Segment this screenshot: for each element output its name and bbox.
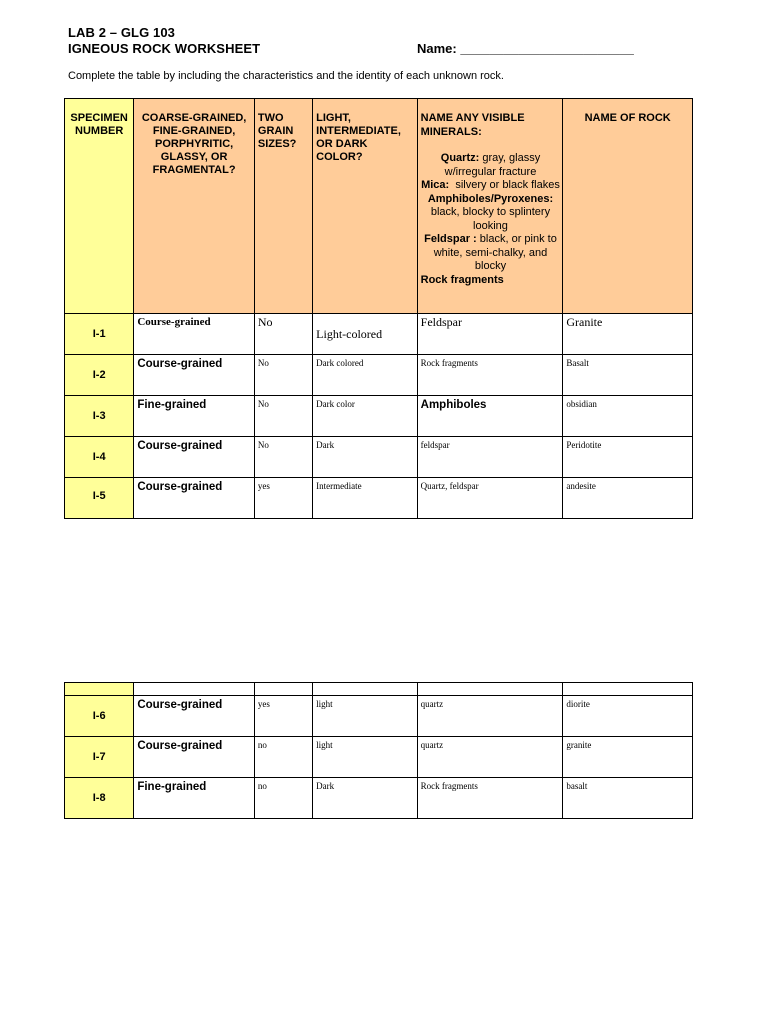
rock-table-2 [64,682,693,819]
minerals-mica [421,179,561,193]
table-header-row [65,99,693,314]
rock-name-cell[interactable] [563,314,693,355]
minerals-value: Rock fragments [420,358,478,368]
header-minerals-title: NAME ANY VISIBLE MINERALS: [420,112,525,138]
header-minerals [417,99,563,314]
two-grain-cell[interactable] [254,478,312,519]
rock-name-value: andesite [566,481,596,491]
blank-cell [134,683,255,696]
blank-cell [313,683,417,696]
specimen-label: I-3 [92,410,106,422]
blank-cell [254,683,312,696]
header-grain [134,99,255,314]
minerals-value: Amphiboles [420,399,487,411]
grain-cell[interactable] [134,314,255,355]
minerals-cell[interactable] [417,437,563,478]
rock-name-cell[interactable] [563,778,693,819]
grain-value: Fine-grained [137,781,207,793]
table-row [65,314,693,355]
table-row [65,396,693,437]
grain-value: Course-grained [137,316,211,328]
specimen-label: I-4 [92,451,106,463]
blank-cell [563,683,693,696]
rock-name-cell[interactable] [563,355,693,396]
table-row [65,696,693,737]
header-specimen [65,99,134,314]
table-row [65,478,693,519]
grain-cell[interactable] [134,396,255,437]
specimen-label: I-6 [92,710,106,722]
rock-name-value: Peridotite [566,440,602,450]
feldspar-desc: black, or pink to white, semi-chalky, and blocky [433,233,557,272]
minerals-value: quartz [420,740,444,750]
minerals-value: Quartz, feldspar [420,481,479,491]
two-grain-cell[interactable] [254,355,312,396]
color-value: Intermediate [316,481,362,491]
color-cell[interactable] [313,478,417,519]
specimen-label: I-1 [92,328,106,340]
header-specimen-label: SPECIMEN NUMBER [70,112,128,137]
color-value: Dark [316,440,335,450]
quartz-desc: gray, glassy w/irregular fracture [444,152,541,178]
color-value: Light-colored [316,327,383,341]
color-cell[interactable] [313,355,417,396]
minerals-cell[interactable] [417,478,563,519]
specimen-cell [65,437,134,478]
rock-name-value: diorite [566,699,590,709]
specimen-label: I-2 [92,369,106,381]
table-row [65,737,693,778]
minerals-cell[interactable] [417,396,563,437]
grain-cell[interactable] [134,478,255,519]
minerals-cell[interactable] [417,696,563,737]
minerals-value: Feldspar [420,315,462,329]
specimen-cell [65,355,134,396]
rock-name-value: granite [566,740,592,750]
specimen-cell [65,683,134,696]
blank-cell [417,683,563,696]
specimen-cell [65,396,134,437]
minerals-cell[interactable] [417,778,563,819]
two-grain-value: yes [257,699,270,709]
two-grain-value: yes [257,481,270,491]
table-row [65,437,693,478]
worksheet-course-title: LAB 2 – GLG 103 [68,25,175,40]
minerals-feldspar [421,233,561,274]
two-grain-value: no [257,781,267,791]
minerals-cell[interactable] [417,737,563,778]
minerals-amphiboles [421,193,561,234]
rock-name-cell[interactable] [563,478,693,519]
grain-value: Course-grained [137,440,223,452]
grain-value: Fine-grained [137,399,207,411]
specimen-label: I-8 [92,792,106,804]
table-continuation-row [65,683,693,696]
color-value: light [316,740,333,750]
grain-value: Course-grained [137,699,223,711]
grain-cell[interactable] [134,355,255,396]
amphiboles-desc: black, blocky to splintery looking [430,206,551,232]
rock-name-cell[interactable] [563,737,693,778]
two-grain-cell[interactable] [254,737,312,778]
grain-value: Course-grained [137,740,223,752]
grain-value: Course-grained [137,358,223,370]
specimen-cell [65,478,134,519]
rock-name-value: basalt [566,781,588,791]
color-value: Dark colored [316,358,364,368]
mica-desc: silvery or black flakes [455,179,560,191]
color-value: Dark color [316,399,355,409]
color-cell[interactable] [313,314,417,355]
header-rock-name-label: NAME OF ROCK [584,112,671,124]
minerals-cell[interactable] [417,314,563,355]
specimen-cell [65,696,134,737]
color-cell[interactable] [313,437,417,478]
color-cell[interactable] [313,778,417,819]
header-grain-label: COARSE-GRAINED, FINE-GRAINED, PORPHYRITIC, GLASSY, OR FRAGMENTAL? [141,112,247,176]
minerals-value: Rock fragments [420,781,478,791]
quartz-label: Quartz: [440,152,480,164]
worksheet-title: IGNEOUS ROCK WORKSHEET [68,41,261,56]
two-grain-cell[interactable] [254,696,312,737]
two-grain-value: no [257,740,267,750]
header-two-grain-label: TWO GRAIN SIZES? [257,112,297,150]
color-value: Dark [316,781,335,791]
grain-cell[interactable] [134,737,255,778]
two-grain-value: No [257,440,269,450]
grain-cell[interactable] [134,696,255,737]
rock-name-cell[interactable] [563,396,693,437]
rock-table-1 [64,98,693,519]
specimen-label: I-7 [92,751,106,763]
color-value: light [316,699,333,709]
two-grain-cell[interactable] [254,778,312,819]
rock-name-cell[interactable] [563,437,693,478]
two-grain-cell[interactable] [254,314,312,355]
rock-fragments-label: Rock fragments [420,273,504,286]
header-two-grain [254,99,312,314]
two-grain-cell[interactable] [254,396,312,437]
mica-label: Mica: [421,179,450,191]
color-cell[interactable] [313,696,417,737]
two-grain-value: No [257,315,273,329]
table-row [65,778,693,819]
grain-value: Course-grained [137,481,223,493]
grain-cell[interactable] [134,778,255,819]
table-row [65,355,693,396]
specimen-cell [65,778,134,819]
two-grain-value: No [257,399,269,409]
minerals-cell[interactable] [417,355,563,396]
specimen-label: I-5 [92,490,106,502]
color-cell[interactable] [313,737,417,778]
rock-name-value: Granite [566,315,603,329]
minerals-value: quartz [420,699,444,709]
two-grain-value: No [257,358,269,368]
header-color [313,99,417,314]
minerals-quartz [421,152,561,179]
specimen-cell [65,314,134,355]
grain-cell[interactable] [134,437,255,478]
rock-name-cell[interactable] [563,696,693,737]
specimen-cell [65,737,134,778]
instructions: Complete the table by including the characteristics and the identity of each unknown rock. [68,70,504,82]
rock-name-value: Basalt [566,358,589,368]
name-field: Name: ________________________ [417,41,634,56]
two-grain-cell[interactable] [254,437,312,478]
header-rock-name [563,99,693,314]
color-cell[interactable] [313,396,417,437]
rock-name-value: obsidian [566,399,597,409]
feldspar-label: Feldspar : [424,233,477,245]
minerals-value: feldspar [420,440,450,450]
header-color-label: LIGHT, INTERMEDIATE, OR DARK COLOR? [316,112,401,163]
amphiboles-label: Amphiboles/Pyroxenes: [427,192,554,205]
